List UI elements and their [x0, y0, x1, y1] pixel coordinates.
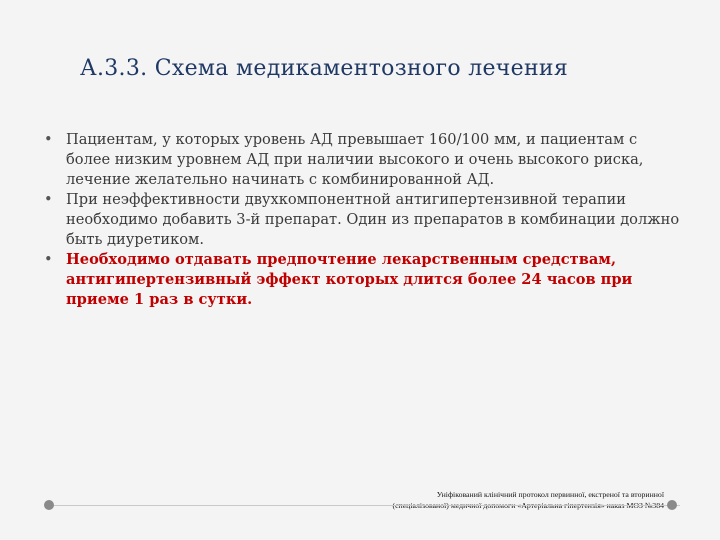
bullet-list — [44, 130, 684, 310]
bullet-icon: • — [44, 191, 53, 208]
bullet-item-emphasis — [44, 250, 684, 310]
footnote-line: Уніфікований клінічний протокол первинної, екстреної та вторинної — [436, 490, 664, 499]
bullet-item — [44, 130, 684, 190]
bullet-item — [44, 190, 684, 250]
bottom-divider — [48, 505, 680, 506]
source-footnote — [240, 489, 664, 511]
bullet-text: При неэффективности двухкомпонентной антигипертензивной терапии необходимо добавить 3-й препарат. Один из препаратов в комбинации должно быть диуретиком. — [66, 191, 680, 248]
divider-dot-left — [44, 500, 54, 510]
bullet-icon: • — [44, 131, 53, 148]
divider-dot-right — [667, 500, 677, 510]
bullet-icon: • — [44, 251, 53, 268]
bullet-text: Необходимо отдавать предпочтение лекарственным средствам, антигипертензивный эффект которых длится более 24 часов при приеме 1 раз в сутки. — [66, 251, 633, 308]
bullet-text: Пациентам, у которых уровень АД превышает 160/100 мм, и пациентам с более низким уровнем АД при наличии высокого и очень высокого риска, лечение желательно начинать с комбинированной АД. — [66, 131, 644, 188]
slide-title: А.3.3. Схема медикаментозного лечения — [80, 56, 569, 81]
